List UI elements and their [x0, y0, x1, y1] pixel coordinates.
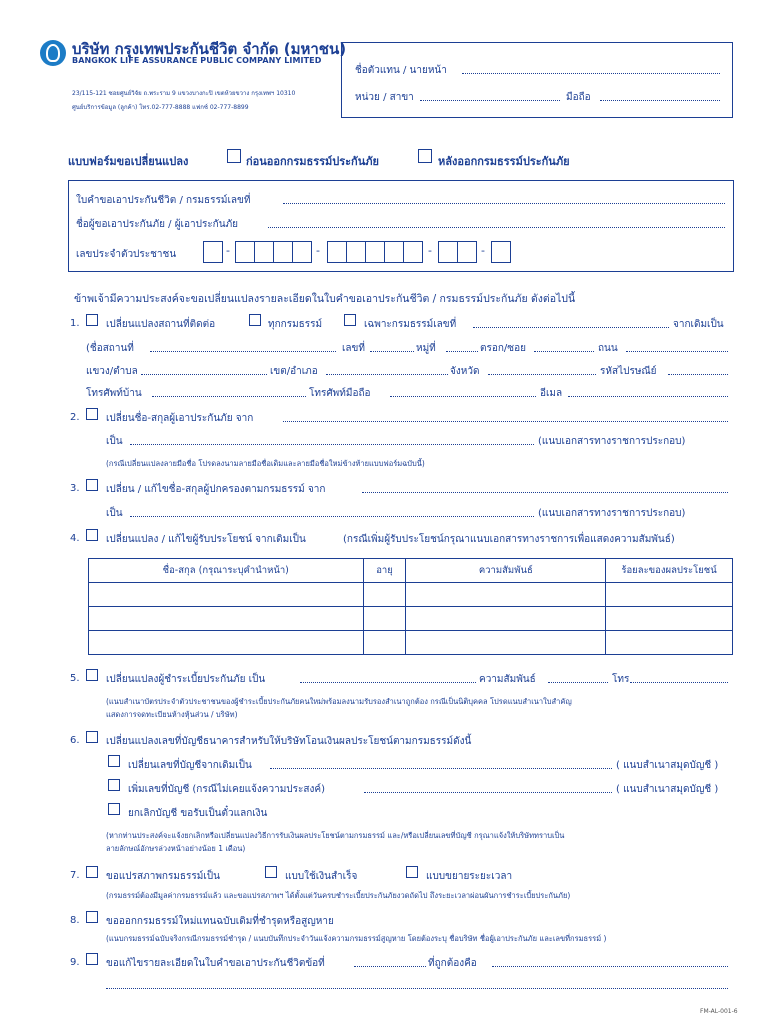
table-cell[interactable] — [363, 607, 406, 631]
home-phone-label: โทรศัพท์บ้าน — [86, 388, 142, 399]
id-digit-box[interactable] — [365, 241, 385, 263]
district-label: เขต/อำเภอ — [270, 366, 318, 377]
place-name-label: (ชื่อสถานที่ — [86, 343, 134, 354]
s2-checkbox[interactable] — [86, 408, 98, 420]
house-no-field[interactable] — [370, 351, 414, 352]
home-phone-field[interactable] — [152, 396, 306, 397]
id-digit-box[interactable] — [292, 241, 312, 263]
s5-checkbox[interactable] — [86, 669, 98, 681]
s1-label: เปลี่ยนแปลงสถานที่ติดต่อ — [106, 319, 216, 330]
table-cell[interactable] — [406, 607, 606, 631]
specific-policy-label: เฉพาะกรมธรรม์เลขที่ — [364, 319, 457, 330]
mobile-phone-label: โทรศัพท์มือถือ — [309, 388, 371, 399]
s7-number: 7. — [70, 870, 80, 881]
s2-label: เปลี่ยนชื่อ-สกุลผู้เอาประกันภัย จาก — [106, 413, 254, 424]
s5-relation-field[interactable] — [548, 682, 608, 683]
all-policies-checkbox[interactable] — [249, 314, 261, 326]
beneficiary-table — [88, 558, 733, 655]
before-policy-checkbox[interactable] — [227, 149, 241, 163]
mobile-field[interactable] — [600, 100, 720, 101]
s6-change-account-field[interactable] — [270, 768, 612, 769]
s7-note: (กรมธรรม์ต้องมีมูลค่ากรมธรรม์แล้ว และขอแปรสภาพฯ ได้ตั้งแต่วันครบชำระเบี้ยประกันภัยงวดถัดไป ถึงระยะเวลาผ่อนผันการชำระเบี้ยประกันภัย) — [106, 891, 571, 900]
soi-label: ตรอก/ซอย — [480, 343, 526, 354]
after-policy-label: หลังออกกรมธรรม์ประกันภัย — [438, 155, 570, 168]
postcode-label: รหัสไปรษณีย์ — [600, 366, 657, 377]
s3-from-field[interactable] — [362, 492, 728, 493]
s6-add-account-label: เพิ่มเลขที่บัญชี (กรณีไม่เคยแจ้งความประสงค์) — [128, 784, 325, 795]
app-no-label: ใบคำขอเอาประกันชีวิต / กรมธรรม์เลขที่ — [76, 195, 251, 206]
paid-up-checkbox[interactable] — [265, 866, 277, 878]
s6-cancel-account-checkbox[interactable] — [108, 803, 120, 815]
company-name-thai: บริษัท กรุงเทพประกันชีวิต จำกัด (มหาชน) — [72, 40, 347, 58]
table-row — [89, 631, 733, 655]
table-cell[interactable] — [89, 631, 364, 655]
agent-info-box — [341, 42, 733, 118]
s9-extra-line[interactable] — [106, 988, 728, 989]
id-digit-box[interactable] — [327, 241, 347, 263]
s5-phone-label: โทร — [612, 674, 630, 685]
s4-number: 4. — [70, 533, 80, 544]
s6-label: เปลี่ยนแปลงเลขที่บัญชีธนาคารสำหรับให้บริษัทโอนเงินผลประโยชน์ตามกรมธรรม์ดังนี้ — [106, 736, 472, 747]
id-dash: - — [226, 244, 230, 257]
s5-phone-field[interactable] — [630, 682, 728, 683]
s2-signature-note: (กรณีเปลี่ยนแปลงลายมือชื่อ โปรดลงนามลายมือชื่อเดิมและลายมือชื่อใหม่ข้างท้ายแบบฟอร์มฉบับนี้) — [106, 459, 425, 468]
national-id-label: เลขประจำตัวประชาชน — [76, 249, 177, 260]
s5-note-line1: (แนบสำเนาบัตรประจำตัวประชาชนของผู้ชำระเบี้ยประกันภัยคนใหม่พร้อมลงนามรับรองสำเนาถูกต้อง กรณีเป็นนิติบุคคล โปรดแนบสำเนาใบสำคัญ — [106, 697, 572, 706]
s9-correct-field[interactable] — [492, 966, 728, 967]
column-header: ความสัมพันธ์ — [406, 559, 606, 583]
s8-label: ขอออกกรมธรรม์ใหม่แทนฉบับเดิมที่ชำรุดหรือสูญหาย — [106, 916, 334, 927]
s9-label: ขอแก้ไขรายละเอียดในใบคำขอเอาประกันชีวิตข้อที่ — [106, 958, 325, 969]
id-digit-box[interactable] — [491, 241, 511, 263]
app-no-field[interactable] — [283, 203, 725, 204]
s6-number: 6. — [70, 735, 80, 746]
mobile-label: มือถือ — [566, 92, 591, 103]
id-digit-box[interactable] — [403, 241, 423, 263]
id-digit-box[interactable] — [235, 241, 255, 263]
column-header: อายุ — [363, 559, 406, 583]
id-digit-box[interactable] — [273, 241, 293, 263]
specific-policy-checkbox[interactable] — [344, 314, 356, 326]
after-policy-checkbox[interactable] — [418, 149, 432, 163]
s3-label: เปลี่ยน / แก้ไขชื่อ-สกุลผู้ปกครองตามกรมธรรม์ จาก — [106, 484, 326, 495]
unit-label: หน่วย / สาขา — [355, 92, 414, 103]
column-header: ร้อยละของผลประโยชน์ — [606, 559, 733, 583]
s2-to-label: เป็น — [106, 436, 123, 447]
table-cell[interactable] — [606, 631, 733, 655]
s7-checkbox[interactable] — [86, 866, 98, 878]
postcode-field[interactable] — [668, 374, 728, 375]
s5-relation-label: ความสัมพันธ์ — [479, 674, 536, 685]
table-cell[interactable] — [89, 607, 364, 631]
subdistrict-field[interactable] — [141, 374, 267, 375]
company-logo — [40, 40, 66, 66]
s6-change-account-checkbox[interactable] — [108, 755, 120, 767]
id-dash: - — [481, 244, 485, 257]
table-header-row — [89, 559, 733, 583]
from-original-label: จากเดิมเป็น — [673, 319, 724, 330]
s6-cancel-account-label: ยกเลิกบัญชี ขอรับเป็นตั๋วแลกเงิน — [128, 808, 268, 819]
place-name-field[interactable] — [150, 351, 336, 352]
table-cell[interactable] — [606, 607, 733, 631]
s6-attach-note: ( แนบสำเนาสมุดบัญชี ) — [616, 760, 719, 771]
soi-field[interactable] — [534, 351, 594, 352]
s6-add-account-field[interactable] — [364, 792, 612, 793]
s8-note: (แนบกรมธรรม์ฉบับจริงกรณีกรมธรรม์ชำรุด / แนบบันทึกประจำวันแจ้งความกรมธรรม์สูญหาย โดยต้องระบุ ชื่อบริษัท ชื่อผู้เอาประกันภัย และเลขที่กรมธรรม์ ) — [106, 934, 607, 943]
form-code: FM-AL-001-6 — [700, 1008, 738, 1015]
before-policy-label: ก่อนออกกรมธรรม์ประกันภัย — [246, 155, 379, 168]
company-contact: ศูนย์บริการข้อมูล (ลูกค้า) โทร.02-777-8888 แฟกซ์ 02-777-8899 — [72, 104, 249, 111]
column-header: ชื่อ-สกุล (กรุณาระบุคำนำหน้า) — [89, 559, 364, 583]
extended-term-label: แบบขยายระยะเวลา — [426, 871, 513, 882]
table-cell[interactable] — [606, 583, 733, 607]
table-row — [89, 607, 733, 631]
s2-number: 2. — [70, 412, 80, 423]
id-digit-box[interactable] — [203, 241, 223, 263]
s8-checkbox[interactable] — [86, 911, 98, 923]
id-digit-box[interactable] — [384, 241, 404, 263]
province-label: จังหวัด — [450, 366, 480, 377]
s2-attach-note: (แนบเอกสารทางราชการประกอบ) — [538, 436, 686, 447]
s7-label: ขอแปรสภาพกรมธรรม์เป็น — [106, 871, 220, 882]
s2-from-field[interactable] — [283, 421, 728, 422]
road-field[interactable] — [626, 351, 728, 352]
s3-number: 3. — [70, 483, 80, 494]
extended-term-checkbox[interactable] — [406, 866, 418, 878]
insured-name-label: ชื่อผู้ขอเอาประกันภัย / ผู้เอาประกันภัย — [76, 219, 239, 230]
moo-field[interactable] — [446, 351, 478, 352]
intro-text: ข้าพเจ้ามีความประสงค์จะขอเปลี่ยนแปลงรายละเอียดในใบคำขอเอาประกันชีวิต / กรมธรรม์ประกันภัย ดังต่อไปนี้ — [74, 293, 576, 305]
table-cell[interactable] — [363, 583, 406, 607]
s1-checkbox[interactable] — [86, 314, 98, 326]
email-field[interactable] — [568, 396, 728, 397]
id-digit-box[interactable] — [254, 241, 274, 263]
agent-label: ชื่อตัวแทน / นายหน้า — [355, 65, 447, 76]
s5-note-line2: แสดงการจดทะเบียนห้างหุ้นส่วน / บริษัท) — [106, 710, 238, 719]
s5-label: เปลี่ยนแปลงผู้ชำระเบี้ยประกันภัย เป็น — [106, 674, 266, 685]
s2-to-field[interactable] — [130, 444, 534, 445]
subdistrict-label: แขวง/ตำบล — [86, 366, 138, 377]
moo-label: หมู่ที่ — [416, 343, 436, 354]
s3-to-field[interactable] — [130, 516, 534, 517]
table-cell[interactable] — [406, 631, 606, 655]
insured-name-field[interactable] — [268, 227, 725, 228]
s9-checkbox[interactable] — [86, 953, 98, 965]
email-label: อีเมล — [540, 388, 563, 399]
s6-add-account-checkbox[interactable] — [108, 779, 120, 791]
paid-up-label: แบบใช้เงินสำเร็จ — [285, 871, 358, 882]
s3-to-label: เป็น — [106, 508, 123, 519]
table-cell[interactable] — [406, 583, 606, 607]
province-field[interactable] — [488, 374, 596, 375]
s6-attach-note: ( แนบสำเนาสมุดบัญชี ) — [616, 784, 719, 795]
s1-number: 1. — [70, 318, 80, 329]
s4-label: เปลี่ยนแปลง / แก้ไขผู้รับประโยชน์ จากเดิมเป็น — [106, 534, 306, 545]
s9-number: 9. — [70, 957, 80, 968]
specific-policy-field[interactable] — [473, 327, 669, 328]
id-dash: - — [316, 244, 320, 257]
s4-note: (กรณีเพิ่มผู้รับประโยชน์กรุณาแนบเอกสารทางราชการเพื่อแสดงความสัมพันธ์) — [343, 534, 675, 545]
company-address: 23/115-121 ซอยศูนย์วิจัย ถ.พระราม 9 แขวงบางกะปิ เขตห้วยขวาง กรุงเทพฯ 10310 — [72, 90, 296, 97]
s9-correct-label: ที่ถูกต้องคือ — [428, 958, 477, 969]
id-digit-box[interactable] — [346, 241, 366, 263]
s8-number: 8. — [70, 915, 80, 926]
form-type-label: แบบฟอร์มขอเปลี่ยนแปลง — [68, 155, 189, 168]
s5-number: 5. — [70, 673, 80, 684]
s6-change-account-label: เปลี่ยนเลขที่บัญชีจากเดิมเป็น — [128, 760, 252, 771]
s5-payer-field[interactable] — [300, 682, 476, 683]
table-cell[interactable] — [89, 583, 364, 607]
s3-attach-note: (แนบเอกสารทางราชการประกอบ) — [538, 508, 686, 519]
s6-checkbox[interactable] — [86, 731, 98, 743]
all-policies-label: ทุกกรมธรรม์ — [268, 319, 323, 330]
mobile-phone-field[interactable] — [390, 396, 536, 397]
id-dash: - — [428, 244, 432, 257]
s4-checkbox[interactable] — [86, 529, 98, 541]
district-field[interactable] — [326, 374, 448, 375]
company-name-english: BANGKOK LIFE ASSURANCE PUBLIC COMPANY LIMITED — [72, 56, 322, 65]
table-cell[interactable] — [363, 631, 406, 655]
s6-note-line1: (หากท่านประสงค์จะแจ้งยกเลิกหรือเปลี่ยนแปลงวิธีการรับเงินผลประโยชน์ตามกรมธรรม์ และ/หรือเปลี่ยนเลขที่บัญชี กรุณาแจ้งให้บริษัททราบเป็น — [106, 831, 565, 840]
s9-item-field[interactable] — [354, 966, 426, 967]
agent-field[interactable] — [462, 73, 720, 74]
unit-field[interactable] — [420, 100, 560, 101]
road-label: ถนน — [598, 343, 618, 354]
id-digit-box[interactable] — [457, 241, 477, 263]
house-no-label: เลขที่ — [342, 343, 365, 354]
s3-checkbox[interactable] — [86, 479, 98, 491]
s6-note-line2: ลายลักษณ์อักษรล่วงหน้าอย่างน้อย 1 เดือน) — [106, 844, 246, 853]
table-row — [89, 583, 733, 607]
id-digit-box[interactable] — [438, 241, 458, 263]
